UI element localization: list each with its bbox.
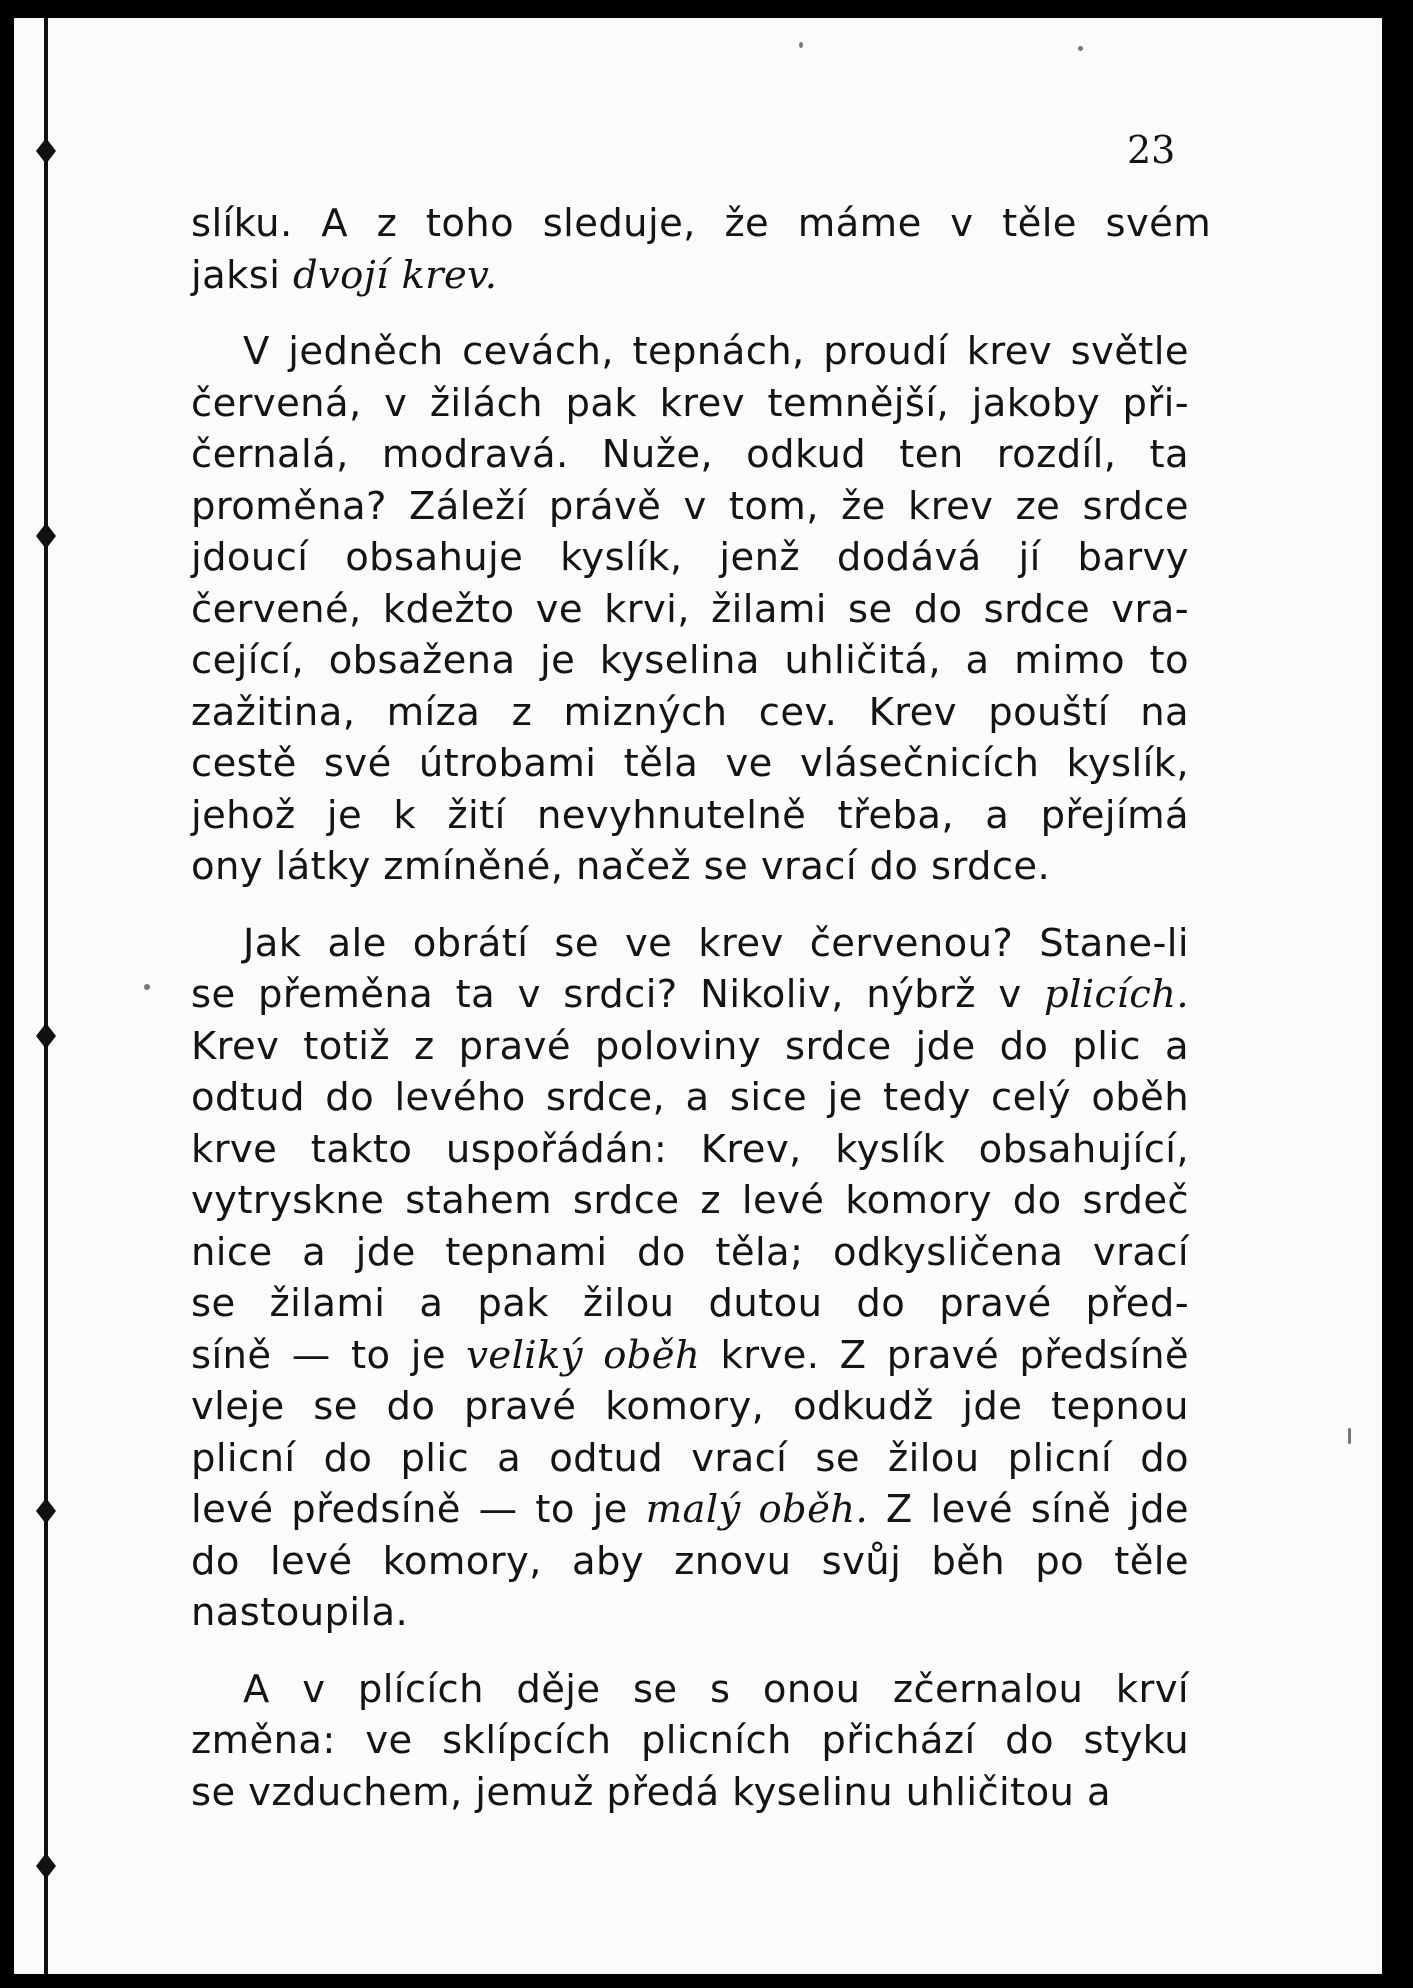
binding-edge <box>44 18 48 1974</box>
text-run: červené, kdežto ve krvi, žilami se do srdce vra- <box>191 586 1189 632</box>
text-run: červená, v žilách pak krev temnější, jakoby při- <box>191 380 1189 426</box>
paragraph <box>191 198 1212 301</box>
page-number: 23 <box>1127 128 1176 172</box>
text-line <box>191 250 1189 302</box>
text-line <box>191 1330 1189 1382</box>
text-run: odtud do levého srdce, a sice je tedy celý oběh <box>191 1075 1189 1120</box>
text-run: změna: ve sklípcích plicních přichází do styku <box>191 1718 1189 1763</box>
text-run: Krev totiž z pravé poloviny srdce jde do plic a <box>191 1023 1189 1069</box>
text-run: levé předsíně — to je <box>191 1487 646 1532</box>
text-run: proměna? Záleží právě v tom, že krev ze srdce <box>191 483 1189 529</box>
text-line <box>191 1227 1189 1279</box>
text-run: krve takto uspořádán: Krev, kyslík obsahující, <box>191 1126 1189 1172</box>
text-line <box>191 918 1189 970</box>
text-run: ony látky zmíněné, načež se vrací do srdce. <box>191 844 1051 889</box>
paragraph <box>191 1664 1189 1819</box>
paper-speck <box>1348 1428 1351 1444</box>
italic-phrase: veliký oběh <box>466 1332 701 1378</box>
text-run: zažitina, míza z mizných cev. Krev pouští na <box>191 689 1189 735</box>
text-line <box>191 1124 1189 1176</box>
italic-phrase: dvojí krev. <box>292 252 498 298</box>
text-run: síně — to je <box>191 1332 467 1378</box>
binding-mark <box>36 1023 56 1049</box>
text-line <box>191 481 1189 533</box>
binding-mark <box>36 1853 56 1879</box>
text-line <box>191 738 1189 790</box>
text-line <box>191 1715 1189 1767</box>
text-line <box>191 532 1189 584</box>
text-run: se žilami a pak žilou dutou do pravé před- <box>191 1281 1189 1326</box>
text-run: A v plících děje se s onou zčernalou krví <box>243 1666 1189 1712</box>
text-run: slíku. A z toho sleduje, že máme v těle svém <box>191 201 1212 246</box>
text-run: se přeměna ta v srdci? Nikoliv, nýbrž v <box>191 972 1045 1017</box>
text-line <box>191 1072 1189 1124</box>
text-line <box>191 584 1189 636</box>
paragraph <box>191 918 1189 1639</box>
text-line <box>191 1433 1189 1485</box>
binding-mark <box>36 138 56 164</box>
italic-phrase: plicích. <box>1044 972 1189 1017</box>
binding-mark <box>36 1498 56 1524</box>
text-run: jdoucí obsahuje kyslík, jenž dodává jí barvy <box>191 535 1189 580</box>
text-line <box>191 198 1212 250</box>
text-line <box>191 1021 1189 1073</box>
text-run: Jak ale obrátí se ve krev červenou? Stane-li <box>243 920 1189 966</box>
text-run: cející, obsažena je kyselina uhličitá, a mimo to <box>191 638 1189 683</box>
text-line <box>191 841 1189 893</box>
italic-phrase: malý oběh. <box>645 1487 869 1532</box>
text-line <box>191 1175 1189 1227</box>
text-run: černalá, modravá. Nuže, odkud ten rozdíl, ta <box>191 432 1189 477</box>
text-run: do levé komory, aby znovu svůj běh po těle <box>191 1538 1189 1584</box>
text-line <box>191 687 1189 739</box>
body-text <box>191 198 1212 1843</box>
text-line <box>191 326 1189 378</box>
text-line <box>191 1381 1189 1433</box>
text-line <box>191 969 1189 1021</box>
text-line <box>191 1484 1189 1536</box>
text-line <box>191 378 1189 430</box>
text-run: nastoupila. <box>191 1590 409 1635</box>
text-run: se vzduchem, jemuž předá kyselinu uhličitou a <box>191 1769 1111 1815</box>
text-line <box>191 635 1189 687</box>
text-run: cestě své útrobami těla ve vlásečnicích kyslík, <box>191 741 1189 786</box>
text-line <box>191 790 1189 842</box>
text-line <box>191 1664 1189 1716</box>
paper-speck <box>144 984 150 990</box>
binding-mark <box>36 523 56 549</box>
text-run: plicní do plic a odtud vrací se žilou plicní do <box>191 1435 1189 1481</box>
text-line <box>191 1536 1189 1588</box>
paragraph <box>191 326 1189 893</box>
text-run: jaksi <box>191 252 293 298</box>
paper-speck <box>1078 46 1083 51</box>
text-run: Z levé síně jde <box>868 1487 1189 1532</box>
text-line <box>191 429 1189 481</box>
text-line <box>191 1278 1189 1330</box>
text-run: vytryskne stahem srdce z levé komory do srdeč <box>191 1178 1189 1223</box>
text-run: vleje se do pravé komory, odkudž jde tepnou <box>191 1384 1189 1429</box>
paper-speck <box>799 42 803 48</box>
text-run: jehož je k žití nevyhnutelně třeba, a přejímá <box>191 792 1189 838</box>
text-run: krve. Z pravé předsíně <box>700 1332 1189 1378</box>
text-line <box>191 1587 1189 1639</box>
book-page <box>14 18 1382 1974</box>
text-line <box>191 1767 1189 1819</box>
text-run: V jedněch cevách, tepnách, proudí krev světle <box>243 329 1189 374</box>
text-run: nice a jde tepnami do těla; odkysličena vrací <box>191 1229 1189 1275</box>
